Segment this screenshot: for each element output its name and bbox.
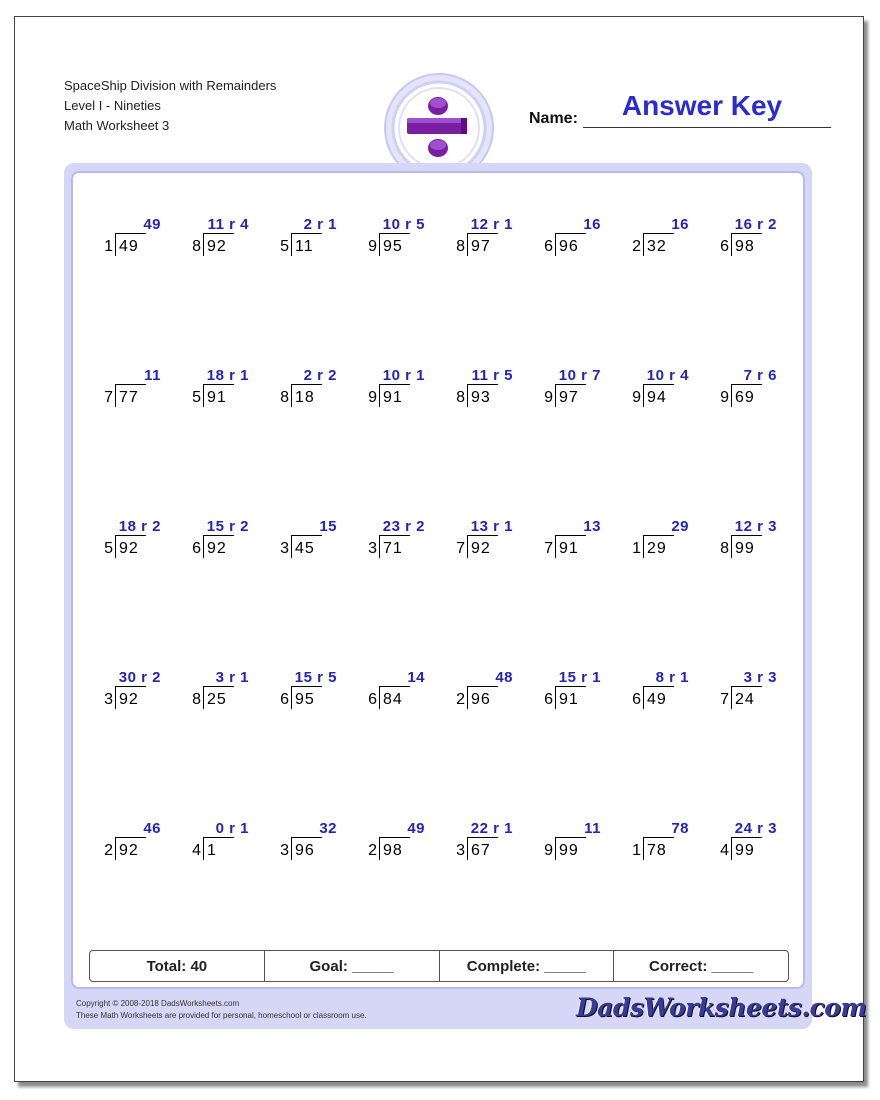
division-problem [539, 367, 601, 413]
quotient-answer: 10 r 1 [382, 367, 425, 384]
problem-area [71, 171, 805, 989]
goal-field[interactable]: Goal: _____ [265, 951, 440, 981]
division-problem [275, 669, 337, 715]
divisor: 8 [456, 238, 465, 255]
division-problem [275, 518, 337, 564]
quotient-answer: 2 r 1 [303, 216, 337, 233]
dividend: 94 [647, 389, 667, 406]
quotient-answer: 11 r 5 [471, 367, 513, 384]
quotient-answer: 10 r 4 [646, 367, 689, 384]
division-problem [451, 669, 513, 715]
correct-field[interactable]: Correct: _____ [649, 957, 754, 975]
dividend: 71 [383, 540, 403, 557]
division-problem [451, 518, 513, 564]
division-problem [715, 669, 777, 715]
division-problem [539, 820, 601, 866]
division-problem [187, 820, 249, 866]
division-problem [187, 216, 249, 262]
dividend: 92 [119, 540, 139, 557]
division-problem [99, 518, 161, 564]
divisor: 6 [368, 691, 377, 708]
dividend: 95 [383, 238, 403, 255]
quotient-answer: 8 r 1 [655, 669, 689, 686]
divisor: 6 [192, 540, 201, 557]
divisor: 6 [544, 691, 553, 708]
quotient-answer: 15 [319, 518, 337, 535]
quotient-answer: 11 [144, 367, 161, 384]
division-problem [363, 518, 425, 564]
divisor: 6 [632, 691, 641, 708]
divisor: 7 [104, 389, 113, 406]
worksheet-header [64, 76, 276, 136]
divisor: 4 [720, 842, 729, 859]
answer-key-title: Answer Key [621, 90, 783, 121]
divisor: 3 [104, 691, 113, 708]
divisor: 8 [192, 238, 201, 255]
dividend: 91 [207, 389, 227, 406]
divisor: 3 [280, 842, 289, 859]
quotient-answer: 13 r 1 [470, 518, 513, 535]
dividend: 91 [559, 540, 579, 557]
quotient-answer: 0 r 1 [215, 820, 249, 837]
dividend: 49 [647, 691, 667, 708]
quotient-answer: 30 r 2 [118, 669, 161, 686]
quotient-answer: 13 [583, 518, 601, 535]
quotient-answer: 22 r 1 [470, 820, 513, 837]
brand-logo: DadsWorksheets.com [576, 993, 867, 1022]
divisor: 9 [720, 389, 729, 406]
divisor: 7 [456, 540, 465, 557]
division-problem [539, 216, 601, 262]
division-problem [539, 669, 601, 715]
score-bar [89, 950, 789, 982]
division-problem [275, 367, 337, 413]
division-problem [627, 820, 689, 866]
divisor: 5 [280, 238, 289, 255]
quotient-answer: 18 r 2 [118, 518, 161, 535]
dividend: 32 [647, 238, 667, 255]
division-problem [627, 669, 689, 715]
quotient-answer: 32 [319, 820, 337, 837]
dividend: 18 [295, 389, 315, 406]
quotient-answer: 12 r 1 [470, 216, 513, 233]
division-problem [627, 518, 689, 564]
quotient-answer: 24 r 3 [734, 820, 777, 837]
dividend: 99 [559, 842, 579, 859]
divisor: 3 [368, 540, 377, 557]
dividend: 92 [119, 842, 139, 859]
quotient-answer: 2 r 2 [303, 367, 337, 384]
division-problem [715, 518, 777, 564]
quotient-answer: 46 [143, 820, 161, 837]
dividend: 96 [295, 842, 315, 859]
name-field[interactable] [583, 127, 831, 128]
division-problem [275, 820, 337, 866]
division-problem [99, 216, 161, 262]
division-problem [363, 216, 425, 262]
quotient-answer: 15 r 2 [206, 518, 249, 535]
divisor: 1 [632, 842, 641, 859]
dividend: 92 [471, 540, 491, 557]
dividend: 92 [207, 540, 227, 557]
dividend: 95 [295, 691, 315, 708]
divisor: 8 [192, 691, 201, 708]
quotient-answer: 10 r 7 [558, 367, 601, 384]
dividend: 92 [207, 238, 227, 255]
division-problem [451, 820, 513, 866]
division-problem [363, 820, 425, 866]
quotient-answer: 14 [407, 669, 425, 686]
quotient-answer: 3 r 3 [743, 669, 777, 686]
division-problem [451, 216, 513, 262]
usage-notice: These Math Worksheets are provided for personal, homeschool or classroom use. [76, 1011, 367, 1020]
quotient-answer: 10 r 5 [382, 216, 425, 233]
quotient-answer: 49 [143, 216, 161, 233]
dividend: 97 [559, 389, 579, 406]
quotient-answer: 29 [671, 518, 689, 535]
quotient-answer: 15 r 1 [558, 669, 601, 686]
quotient-answer: 3 r 1 [215, 669, 249, 686]
dividend: 97 [471, 238, 491, 255]
divisor: 3 [456, 842, 465, 859]
dividend: 29 [647, 540, 667, 557]
total-score: Total: 40 [90, 951, 265, 981]
quotient-answer: 15 r 5 [294, 669, 337, 686]
dividend: 1 [207, 842, 217, 859]
dividend: 91 [559, 691, 579, 708]
division-problem [187, 367, 249, 413]
division-problem [363, 669, 425, 715]
dividend: 77 [119, 389, 139, 406]
divisor: 8 [720, 540, 729, 557]
dividend: 25 [207, 691, 227, 708]
division-problem [99, 669, 161, 715]
divisor: 8 [456, 389, 465, 406]
quotient-answer: 16 [583, 216, 601, 233]
quotient-answer: 49 [407, 820, 425, 837]
divisor: 7 [720, 691, 729, 708]
divisor: 6 [544, 238, 553, 255]
quotient-answer: 48 [495, 669, 513, 686]
dividend: 98 [383, 842, 403, 859]
division-problem [187, 669, 249, 715]
dividend: 96 [559, 238, 579, 255]
division-problem [187, 518, 249, 564]
copyright-text: Copyright © 2008-2018 DadsWorksheets.com [76, 999, 240, 1008]
division-problem [539, 518, 601, 564]
dividend: 49 [119, 238, 139, 255]
worksheet-number: Math Worksheet 3 [64, 118, 170, 133]
footer-text [76, 998, 367, 1022]
divisor: 2 [104, 842, 113, 859]
division-problem [715, 367, 777, 413]
dividend: 67 [471, 842, 491, 859]
quotient-answer: 18 r 1 [206, 367, 249, 384]
quotient-answer: 7 r 6 [743, 367, 777, 384]
dividend: 92 [119, 691, 139, 708]
divisor: 9 [632, 389, 641, 406]
dividend: 98 [735, 238, 755, 255]
dividend: 69 [735, 389, 755, 406]
divisor: 8 [280, 389, 289, 406]
divisor: 2 [632, 238, 641, 255]
divisor: 9 [544, 389, 553, 406]
dividend: 84 [383, 691, 403, 708]
divisor: 4 [192, 842, 201, 859]
dividend: 11 [295, 238, 314, 255]
dividend: 78 [647, 842, 667, 859]
division-problem [715, 216, 777, 262]
division-problem [363, 367, 425, 413]
complete-field[interactable]: Complete: _____ [440, 951, 615, 981]
quotient-answer: 11 r 4 [207, 216, 249, 233]
divisor: 2 [368, 842, 377, 859]
worksheet-title: SpaceShip Division with Remainders [64, 78, 277, 93]
divisor: 5 [104, 540, 113, 557]
divisor: 7 [544, 540, 553, 557]
dividend: 24 [735, 691, 755, 708]
dividend: 93 [471, 389, 491, 406]
quotient-answer: 16 r 2 [734, 216, 777, 233]
dividend: 96 [471, 691, 491, 708]
division-problem [99, 367, 161, 413]
dividend: 91 [383, 389, 403, 406]
divisor: 6 [280, 691, 289, 708]
quotient-answer: 12 r 3 [734, 518, 777, 535]
dividend: 99 [735, 842, 755, 859]
division-problem [451, 367, 513, 413]
dividend: 45 [295, 540, 315, 557]
divisor: 9 [368, 238, 377, 255]
divisor: 1 [632, 540, 641, 557]
divisor: 9 [368, 389, 377, 406]
divisor: 1 [104, 238, 113, 255]
worksheet-level: Level I - Nineties [64, 98, 161, 113]
divisor: 5 [192, 389, 201, 406]
dividend: 99 [735, 540, 755, 557]
divisor: 2 [456, 691, 465, 708]
quotient-answer: 23 r 2 [382, 518, 425, 535]
division-problem [715, 820, 777, 866]
quotient-answer: 11 [584, 820, 601, 837]
division-problem [627, 367, 689, 413]
name-label: Name: [529, 110, 578, 127]
division-problem [627, 216, 689, 262]
division-problem [99, 820, 161, 866]
divisor: 6 [720, 238, 729, 255]
divisor: 9 [544, 842, 553, 859]
quotient-answer: 78 [671, 820, 689, 837]
quotient-answer: 16 [671, 216, 689, 233]
division-problem [275, 216, 337, 262]
divisor: 3 [280, 540, 289, 557]
